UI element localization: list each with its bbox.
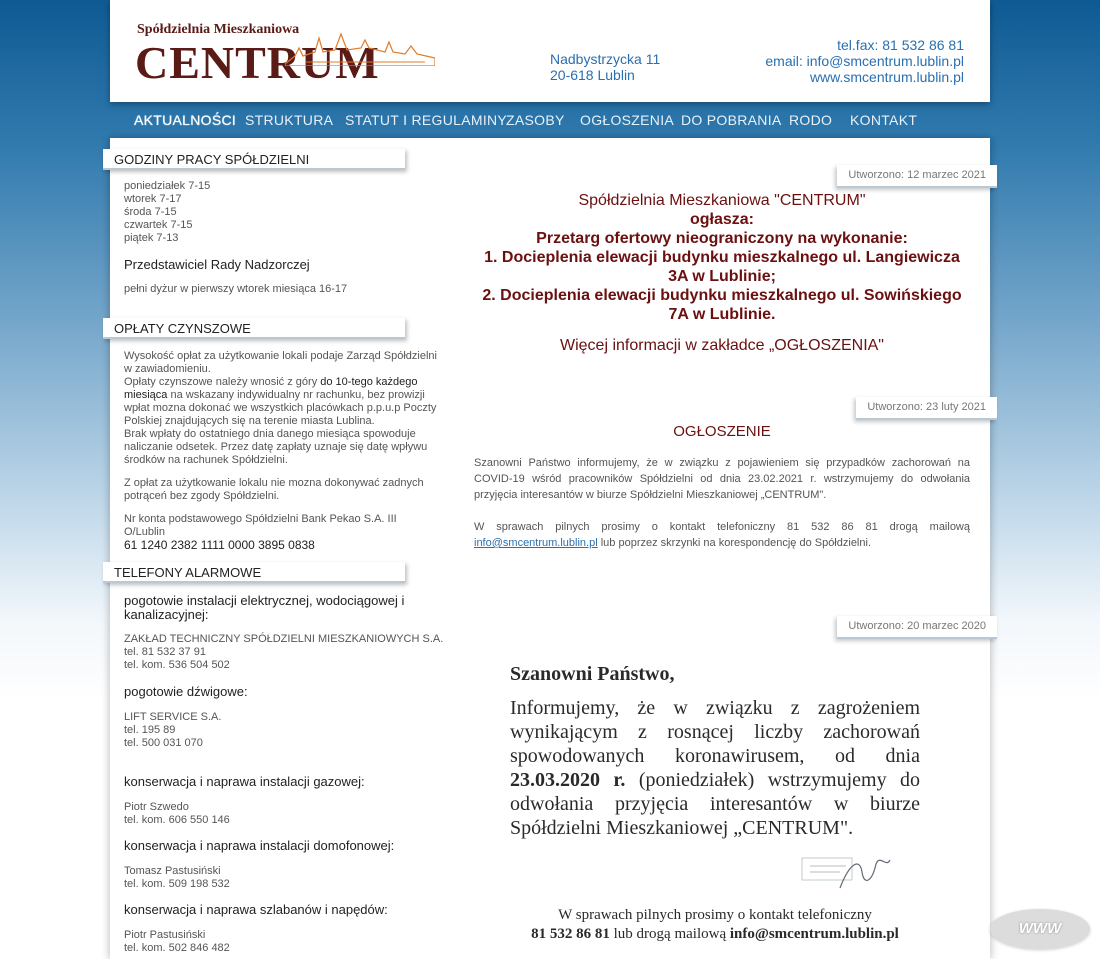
article2-body: [474, 455, 970, 551]
article1-line5: 2. Docieplenia elewacji budynku mieszkalnego ul. Sowińskiego 7A w Lublinie.: [482, 287, 962, 323]
alarm-line: Piotr Pastusiński: [124, 929, 206, 941]
alarm-g2-title: pogotowie dźwigowe:: [124, 684, 248, 699]
board-title: Przedstawiciel Rady Nadzorczej: [124, 257, 310, 272]
article2-p2-end: lub poprzez skrzynki na korespondencję do Spółdzielni.: [597, 537, 871, 549]
nav-ogloszenia[interactable]: OGŁOSZENIA: [580, 112, 675, 128]
article2-email-link[interactable]: info@smcentrum.lublin.pl: [474, 537, 598, 549]
address-city: 20-618 Lublin: [550, 67, 635, 83]
alarm-g5-lines: [124, 929, 230, 955]
letter-body-1: Informujemy, że w związku z zagrożeniem wynikającym z rosnącej liczby zachorowań spowodowanych koronawirusem, od dnia: [510, 697, 920, 767]
address: [550, 51, 660, 83]
logo[interactable]: [135, 22, 435, 87]
alarm-line: tel. 500 031 070: [124, 737, 203, 749]
hours-day: piątek 7-13: [124, 232, 179, 244]
nav-statut[interactable]: STATUT I REGULAMINY: [345, 112, 508, 128]
article1-line2: ogłasza:: [689, 211, 754, 228]
article1-line4: 1. Docieplenia elewacji budynku mieszkalnego ul. Langiewicza 3A w Lublinie;: [484, 249, 960, 285]
rent-p3: Brak wpłaty do ostatniego dnia danego miesiąca spowoduje naliczanie odsetek. Przez datę zapłaty uznaje się datę wpływu środków na rachunek Spółdzielni.: [124, 428, 428, 466]
nav-struktura[interactable]: STRUKTURA: [245, 112, 334, 128]
alarm-line: tel. 195 89: [124, 724, 176, 736]
article1-line1: Spółdzielnia Mieszkaniowa "CENTRUM": [578, 192, 866, 209]
letter-footer-mid: lub drogą mailową: [609, 926, 730, 942]
rent-p4: Z opłat za użytkowanie lokalu nie mozna dokonywać zadnych potrąceń bez zgody Spółdzielni.: [124, 477, 424, 502]
letter-body: [510, 696, 920, 840]
alarm-g5-title: konserwacja i naprawa szlabanów i napędów:: [124, 902, 388, 917]
hours-day: czwartek 7-15: [124, 219, 193, 231]
content-area: [110, 138, 990, 959]
alarm-line: ZAKŁAD TECHNICZNY SPÓŁDZIELNI MIESZKANIOWYCH S.A.: [124, 633, 444, 645]
main-nav: [110, 112, 990, 138]
nav-kontakt[interactable]: KONTAKT: [850, 112, 918, 128]
board-text: pełni dyżur w pierwszy wtorek miesiąca 16-17: [124, 283, 348, 295]
rent-info: [124, 350, 440, 552]
article2-p1: Szanowni Państwo informujemy, że w związku z pojawieniem się przypadków zachorowań na COVID-19 wśród pracowników Spółdzielni od dnia 23.02.2021 r. wstrzymujemy do odwołania przyjęcia interesantów w biurze Spółdzielni Mieszkaniowej „CENTRUM".: [474, 457, 970, 501]
alarm-g1-lines: [124, 633, 443, 672]
rent-p5: Nr konta podstawowego Spółdzielni Bank Pekao S.A. III O/Lublin: [124, 513, 397, 538]
hours-day: środa 7-15: [124, 206, 177, 218]
logo-main-text: CENTRUM: [135, 37, 380, 88]
letter-footer-line2: [510, 925, 920, 944]
article1-date: Utworzono: 12 marzec 2021: [837, 165, 997, 188]
www-badge[interactable]: WWW: [990, 909, 1090, 949]
contact-info: [765, 37, 964, 85]
nav-rodo[interactable]: RODO: [789, 112, 833, 128]
alarm-line: tel. kom. 536 504 502: [124, 659, 230, 671]
letter-footer-phone: 81 532 86 81: [531, 926, 610, 942]
article2-title: OGŁOSZENIE: [673, 423, 771, 440]
letter-date: 23.03.2020 r.: [510, 769, 626, 791]
article2-p2-text: W sprawach pilnych prosimy o kontakt telefoniczny 81 532 86 81 drogą mailową: [474, 521, 970, 533]
alarm-g3-title: konserwacja i naprawa instalacji gazowej:: [124, 774, 365, 789]
hours-list: [124, 180, 210, 245]
letter-footer-line1: W sprawach pilnych prosimy o kontakt telefoniczny: [558, 907, 872, 923]
hours-day: poniedziałek 7-15: [124, 180, 211, 192]
alarm-line: tel. kom. 606 550 146: [124, 814, 230, 826]
alarm-g4-title: konserwacja i naprawa instalacji domofonowej:: [124, 838, 395, 853]
rent-p2: [124, 376, 440, 428]
article3-date: Utworzono: 20 marzec 2020: [837, 616, 997, 639]
alarm-line: tel. kom. 509 198 532: [124, 878, 230, 890]
alarm-g3-lines: [124, 801, 230, 827]
hours-title: GODZINY PRACY SPÓŁDZIELNI: [103, 149, 405, 170]
article1-more-link[interactable]: Więcej informacji w zakładce „OGŁOSZENIA": [560, 337, 884, 354]
article3-letter: [510, 662, 920, 840]
alarm-line: tel. kom. 502 846 482: [124, 942, 230, 954]
nav-aktualnosci[interactable]: AKTUALNOŚCI: [134, 112, 237, 128]
hours-day: wtorek 7-17: [124, 193, 182, 205]
letter-footer: [510, 906, 920, 944]
alarm-line: Piotr Szwedo: [124, 801, 189, 813]
signature-stamp-icon: [800, 852, 900, 896]
bank-account: 61 1240 2382 1111 0000 3895 0838: [124, 538, 315, 552]
rent-p2-a: Opłaty czynszowe należy wnosić z góry: [124, 376, 321, 388]
rent-title: OPŁATY CZYNSZOWE: [103, 318, 405, 339]
article2-date: Utworzono: 23 luty 2021: [856, 397, 997, 420]
alarm-line: Tomasz Pastusiński: [124, 865, 221, 877]
letter-footer-email: info@smcentrum.lublin.pl: [729, 926, 899, 942]
nav-do-pobrania[interactable]: DO POBRANIA: [681, 112, 782, 128]
letter-greeting: Szanowni Państwo,: [510, 663, 675, 685]
alarm-g2-lines: [124, 711, 221, 750]
alarm-line: tel. 81 532 37 91: [124, 646, 206, 658]
article1-line3: Przetarg ofertowy nieograniczony na wykonanie:: [536, 230, 908, 247]
nav-zasoby[interactable]: ZASOBY: [506, 112, 565, 128]
alarm-g1-title: pogotowie instalacji elektrycznej, wodociągowej i kanalizacyjnej:: [124, 593, 405, 622]
contact-website[interactable]: www.smcentrum.lublin.pl: [809, 69, 964, 85]
address-street: Nadbystrzycka 11: [550, 51, 661, 67]
rent-p2-c: na wskazany indywidualny nr rachunku, bez prowizji wpłat mozna dokonać we wszystkich placówkach p.p.u.p Poczty Polskiej znajdujących się na terenie miasta Lublina.: [124, 389, 437, 427]
alarm-title: TELEFONY ALARMOWE: [103, 562, 405, 583]
alarm-g4-lines: [124, 865, 230, 891]
article1: [474, 191, 970, 355]
rent-p1: Wysokość opłat za użytkowanie lokali podaje Zarząd Spółdzielni w zawiadomieniu.: [124, 350, 437, 375]
alarm-line: LIFT SERVICE S.A.: [124, 711, 222, 723]
letter-body-2: (poniedziałek) wstrzymujemy do odwołania przyjęcia interesantów w biurze Spółdzielni Mieszkaniowej „CENTRUM".: [510, 769, 920, 839]
contact-phone: tel.fax: 81 532 86 81: [837, 37, 964, 53]
rent-p2-deadline: do 10-tego każdego miesiąca: [124, 376, 418, 401]
contact-email[interactable]: email: info@smcentrum.lublin.pl: [765, 53, 964, 69]
logo-top-text: Spółdzielnia Mieszkaniowa: [137, 22, 300, 37]
town-skyline-icon: [285, 26, 435, 66]
article2-p2: [474, 519, 970, 551]
header: [110, 0, 990, 102]
